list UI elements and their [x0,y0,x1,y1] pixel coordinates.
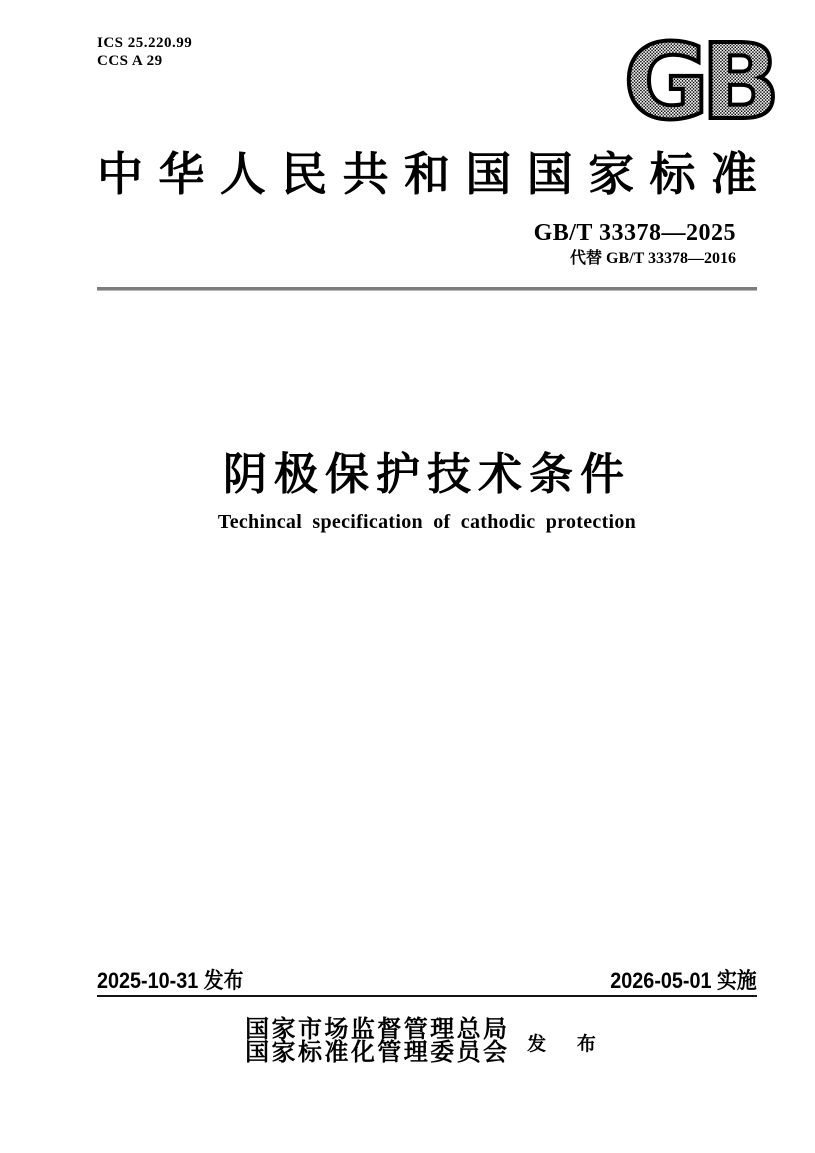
content-area [97,0,757,1153]
publisher-names [245,1019,507,1065]
ccs-code: CCS A 29 [97,53,163,69]
ics-code: ICS 25.220.99 [97,35,193,51]
document-title-en: Techincal specification of cathodic protection [217,511,637,533]
publisher-block [97,1019,757,1065]
gb-logo-text: GB [623,32,773,126]
issued-by-label: 发 布 [527,1033,609,1055]
footer-divider-rule [97,995,757,997]
publisher-line-1: 国 家 市 场 监 督 管 理 总 局 [245,1017,508,1043]
standard-number: GB/T 33378—2025 [533,220,736,246]
header-divider-rule [97,287,757,291]
implementation-date: 2026-05-01 实施 [610,968,757,993]
replaced-standard: 代替 GB/T 33378—2016 [570,250,736,267]
national-standard-headline: 中 华 人 民 共 和 国 国 家 标 准 [97,149,757,200]
issue-date: 2025-10-31 发布 [97,968,244,993]
standard-number-block [534,220,736,269]
classification-codes [97,34,192,70]
document-title-zh: 阴极保护技术条件 [223,450,631,499]
publisher-line-2: 国 家 标 准 化 管 理 委 员 会 [245,1040,508,1066]
gb-logo [608,32,788,126]
